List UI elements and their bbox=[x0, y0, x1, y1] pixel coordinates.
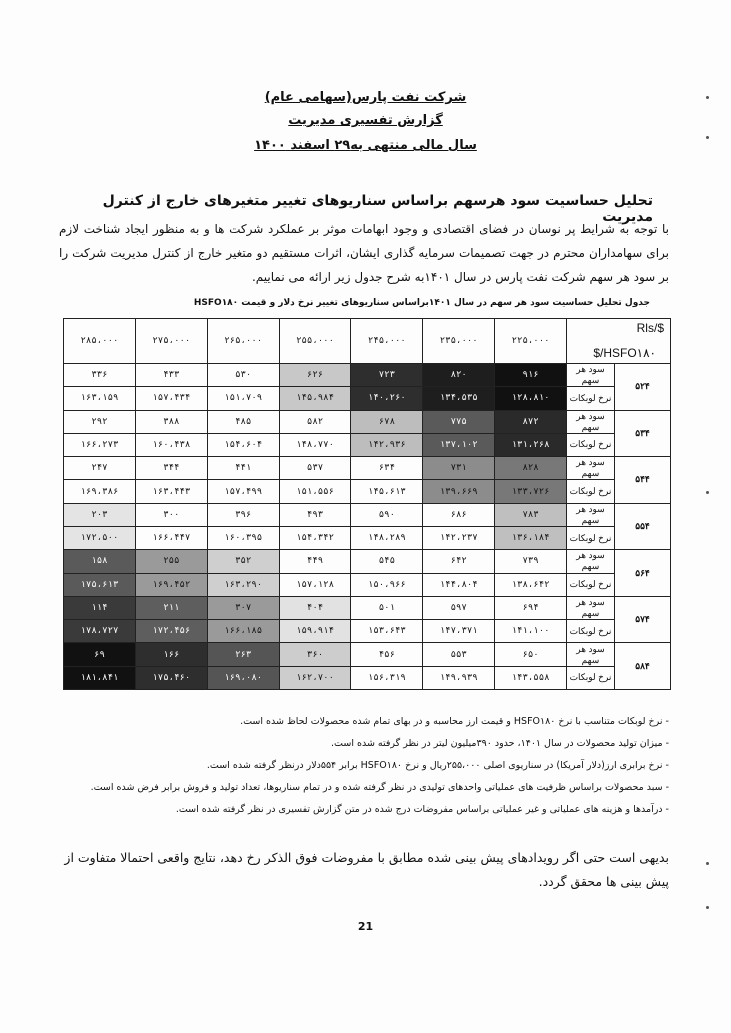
table-row bbox=[64, 550, 671, 573]
eps-value-cell: ۶۷۸ bbox=[351, 410, 423, 433]
lubecut-price-cell: ۱۵۷،۴۹۹ bbox=[207, 480, 279, 503]
lubecut-price-cell: ۱۸۱،۸۴۱ bbox=[64, 666, 136, 689]
eps-value-cell: ۱۵۸ bbox=[64, 550, 136, 573]
note-item: - سبد محصولات براساس ظرفیت های عملیاتی واحدهای تولیدی در نظر گرفته شده و در تمام سناریوها، تعداد تولید و فروش برابر فرض شده است. bbox=[90, 782, 669, 793]
lubecut-price-cell: ۱۴۷،۳۷۱ bbox=[423, 620, 495, 643]
table-row bbox=[64, 526, 671, 549]
column-header: ۲۳۵،۰۰۰ bbox=[423, 319, 495, 364]
scenario-label: ۵۲۴ bbox=[615, 364, 671, 411]
eps-value-cell: ۳۰۷ bbox=[207, 596, 279, 619]
table-row bbox=[64, 666, 671, 689]
eps-value-cell: ۶۴۲ bbox=[423, 550, 495, 573]
lubecut-price-cell: ۱۴۸،۲۸۹ bbox=[351, 526, 423, 549]
lubecut-price-cell: ۱۴۵،۶۱۳ bbox=[351, 480, 423, 503]
scenario-label: ۵۸۴ bbox=[615, 643, 671, 690]
lubecut-price-cell: ۱۶۶،۱۸۵ bbox=[207, 620, 279, 643]
eps-value-cell: ۴۴۹ bbox=[279, 550, 351, 573]
scan-speck bbox=[706, 906, 709, 909]
lubecut-price-cell: ۱۶۰،۴۳۸ bbox=[135, 433, 207, 456]
eps-row-label: سود هر سهم bbox=[567, 410, 615, 433]
lubecut-price-cell: ۱۷۵،۶۱۳ bbox=[64, 573, 136, 596]
lubecut-price-cell: ۱۳۳،۷۲۶ bbox=[495, 480, 567, 503]
lubecut-row-label: نرخ لوبکات bbox=[567, 620, 615, 643]
scenario-label: ۵۷۴ bbox=[615, 596, 671, 643]
lubecut-price-cell: ۱۵۷،۴۳۴ bbox=[135, 387, 207, 410]
table-row bbox=[64, 433, 671, 456]
eps-value-cell: ۳۵۲ bbox=[207, 550, 279, 573]
lubecut-price-cell: ۱۵۱،۷۰۹ bbox=[207, 387, 279, 410]
eps-value-cell: ۷۳۹ bbox=[495, 550, 567, 573]
lubecut-row-label: نرخ لوبکات bbox=[567, 573, 615, 596]
eps-value-cell: ۴۳۳ bbox=[135, 364, 207, 387]
scenario-label: ۵۶۴ bbox=[615, 550, 671, 597]
lubecut-price-cell: ۱۵۴،۶۰۴ bbox=[207, 433, 279, 456]
eps-value-cell: ۴۵۶ bbox=[351, 643, 423, 666]
eps-value-cell: ۱۱۴ bbox=[64, 596, 136, 619]
eps-value-cell: ۴۸۵ bbox=[207, 410, 279, 433]
eps-value-cell: ۴۴۱ bbox=[207, 457, 279, 480]
note-item: - نرخ برابری ارز(دلار آمریکا) در سناریوی اصلی ۲۵۵،۰۰۰ریال و نرخ HSFO۱۸۰ برابر ۵۵۴دلار درنظر گرفته شده است. bbox=[206, 760, 669, 771]
intro-paragraph: با توجه به شرایط پر نوسان در فضای اقتصادی و وجود ابهامات موثر بر عملکرد شرکت ها و به منظور ایجاد شناخت لازم برای سهامداران محترم در جهت تصمیمات سرمایه گذاری ایشان، اثرات مستقیم دو متغیر خارج از کنترل مدیریت شرکت را بر سود هر سهم شرکت نفت پارس در سال ۱۴۰۱به شرح جدول زیر ارائه می نماییم. bbox=[59, 222, 669, 284]
notes-list bbox=[49, 711, 669, 821]
conclusion-paragraph: بدیهی است حتی اگر رویدادهای پیش بینی شده مطابق با مفروضات فوق الذکر رخ دهد، نتایج واقعی احتمالا متفاوت از پیش بینی ها محقق گردد. bbox=[64, 850, 669, 889]
scan-speck bbox=[706, 136, 709, 139]
table-row bbox=[64, 643, 671, 666]
lubecut-row-label: نرخ لوبکات bbox=[567, 387, 615, 410]
eps-value-cell: ۳۰۰ bbox=[135, 503, 207, 526]
eps-row-label: سود هر سهم bbox=[567, 457, 615, 480]
lubecut-price-cell: ۱۴۴،۸۰۴ bbox=[423, 573, 495, 596]
lubecut-price-cell: ۱۵۹،۹۱۴ bbox=[279, 620, 351, 643]
eps-value-cell: ۸۲۰ bbox=[423, 364, 495, 387]
company-name: شرکت نفت پارس(سهامی عام) bbox=[264, 90, 467, 105]
sensitivity-table bbox=[63, 318, 671, 690]
eps-value-cell: ۷۸۳ bbox=[495, 503, 567, 526]
eps-value-cell: ۵۴۵ bbox=[351, 550, 423, 573]
eps-value-cell: ۲۰۳ bbox=[64, 503, 136, 526]
lubecut-row-label: نرخ لوبکات bbox=[567, 526, 615, 549]
lubecut-price-cell: ۱۶۲،۷۰۰ bbox=[279, 666, 351, 689]
eps-value-cell: ۲۵۵ bbox=[135, 550, 207, 573]
table-row bbox=[64, 410, 671, 433]
table-corner-cell bbox=[567, 319, 671, 364]
column-header: ۲۴۵،۰۰۰ bbox=[351, 319, 423, 364]
corner-bottom-label: HSFO۱۸۰/$ bbox=[593, 346, 656, 360]
eps-value-cell: ۸۲۸ bbox=[495, 457, 567, 480]
scan-speck bbox=[706, 96, 709, 99]
lubecut-row-label: نرخ لوبکات bbox=[567, 666, 615, 689]
note-item: - درآمدها و هزینه های عملیاتی و غیر عملیاتی براساس مفروضات درج شده در متن گزارش تفسیری در نظر گرفته شده است. bbox=[175, 804, 669, 815]
page-number: 21 bbox=[357, 920, 374, 933]
lubecut-price-cell: ۱۳۸،۶۴۲ bbox=[495, 573, 567, 596]
eps-value-cell: ۲۱۱ bbox=[135, 596, 207, 619]
lubecut-price-cell: ۱۶۳،۱۵۹ bbox=[64, 387, 136, 410]
eps-value-cell: ۷۷۵ bbox=[423, 410, 495, 433]
lubecut-row-label: نرخ لوبکات bbox=[567, 480, 615, 503]
lubecut-price-cell: ۱۵۰،۹۶۶ bbox=[351, 573, 423, 596]
column-header: ۲۲۵،۰۰۰ bbox=[495, 319, 567, 364]
lubecut-price-cell: ۱۵۳،۶۴۳ bbox=[351, 620, 423, 643]
note-item: - نرخ لوبکات متناسب با نرخ HSFO۱۸۰ و قیمت ارز محاسبه و در بهای تمام شده محصولات لحاظ شده است. bbox=[240, 716, 669, 727]
scenario-label: ۵۵۴ bbox=[615, 503, 671, 550]
lubecut-price-cell: ۱۴۳،۵۵۸ bbox=[495, 666, 567, 689]
eps-value-cell: ۵۵۳ bbox=[423, 643, 495, 666]
eps-value-cell: ۶۹ bbox=[64, 643, 136, 666]
lubecut-price-cell: ۱۷۸،۷۲۷ bbox=[64, 620, 136, 643]
lubecut-price-cell: ۱۵۱،۵۵۶ bbox=[279, 480, 351, 503]
eps-value-cell: ۶۸۶ bbox=[423, 503, 495, 526]
eps-value-cell: ۹۱۶ bbox=[495, 364, 567, 387]
eps-value-cell: ۷۲۳ bbox=[351, 364, 423, 387]
lubecut-price-cell: ۱۵۷،۱۲۸ bbox=[279, 573, 351, 596]
eps-value-cell: ۴۹۳ bbox=[279, 503, 351, 526]
lubecut-price-cell: ۱۶۳،۴۴۳ bbox=[135, 480, 207, 503]
lubecut-price-cell: ۱۴۰،۲۶۰ bbox=[351, 387, 423, 410]
lubecut-price-cell: ۱۲۸،۸۱۰ bbox=[495, 387, 567, 410]
lubecut-price-cell: ۱۶۳،۲۹۰ bbox=[207, 573, 279, 596]
lubecut-price-cell: ۱۶۹،۰۸۰ bbox=[207, 666, 279, 689]
note-item: - میزان تولید محصولات در سال ۱۴۰۱، حدود ۳۹۰میلیون لیتر در نظر گرفته شده است. bbox=[331, 738, 669, 749]
lubecut-price-cell: ۱۳۹،۶۶۹ bbox=[423, 480, 495, 503]
corner-top-label: $/Rls bbox=[636, 321, 664, 335]
lubecut-price-cell: ۱۵۶،۳۱۹ bbox=[351, 666, 423, 689]
eps-value-cell: ۲۹۲ bbox=[64, 410, 136, 433]
lubecut-price-cell: ۱۴۲،۹۳۶ bbox=[351, 433, 423, 456]
eps-value-cell: ۶۹۴ bbox=[495, 596, 567, 619]
eps-row-label: سود هر سهم bbox=[567, 596, 615, 619]
column-header: ۲۸۵،۰۰۰ bbox=[64, 319, 136, 364]
lubecut-price-cell: ۱۳۴،۵۳۵ bbox=[423, 387, 495, 410]
table-body bbox=[64, 364, 671, 690]
lubecut-price-cell: ۱۶۹،۴۵۲ bbox=[135, 573, 207, 596]
eps-value-cell: ۷۳۱ bbox=[423, 457, 495, 480]
table-row bbox=[64, 620, 671, 643]
table-row bbox=[64, 596, 671, 619]
lubecut-row-label: نرخ لوبکات bbox=[567, 433, 615, 456]
eps-value-cell: ۶۲۶ bbox=[279, 364, 351, 387]
lubecut-price-cell: ۱۷۲،۴۵۶ bbox=[135, 620, 207, 643]
lubecut-price-cell: ۱۳۶،۱۸۴ bbox=[495, 526, 567, 549]
lubecut-price-cell: ۱۳۷،۱۰۲ bbox=[423, 433, 495, 456]
eps-value-cell: ۱۶۶ bbox=[135, 643, 207, 666]
report-title: گزارش تفسیری مدیریت bbox=[288, 113, 443, 128]
lubecut-price-cell: ۱۷۲،۵۰۰ bbox=[64, 526, 136, 549]
scan-speck bbox=[706, 862, 709, 865]
table-caption: جدول تحلیل حساسیت سود هر سهم در سال ۱۴۰۱براساس سناریوهای تغییر نرخ دلار و قیمت HSFO۱۸۰ bbox=[193, 298, 650, 308]
eps-value-cell: ۵۹۷ bbox=[423, 596, 495, 619]
eps-value-cell: ۳۴۴ bbox=[135, 457, 207, 480]
table-row bbox=[64, 503, 671, 526]
table-row bbox=[64, 457, 671, 480]
lubecut-price-cell: ۱۶۰،۳۹۵ bbox=[207, 526, 279, 549]
eps-value-cell: ۵۳۰ bbox=[207, 364, 279, 387]
eps-value-cell: ۲۴۷ bbox=[64, 457, 136, 480]
column-header: ۲۷۵،۰۰۰ bbox=[135, 319, 207, 364]
lubecut-price-cell: ۱۶۶،۴۴۷ bbox=[135, 526, 207, 549]
eps-row-label: سود هر سهم bbox=[567, 550, 615, 573]
lubecut-price-cell: ۱۶۶،۲۷۳ bbox=[64, 433, 136, 456]
eps-value-cell: ۳۳۶ bbox=[64, 364, 136, 387]
lubecut-price-cell: ۱۴۵،۹۸۴ bbox=[279, 387, 351, 410]
eps-value-cell: ۶۵۰ bbox=[495, 643, 567, 666]
eps-value-cell: ۸۷۲ bbox=[495, 410, 567, 433]
lubecut-price-cell: ۱۴۹،۹۳۹ bbox=[423, 666, 495, 689]
table-row bbox=[64, 480, 671, 503]
eps-value-cell: ۵۹۰ bbox=[351, 503, 423, 526]
eps-value-cell: ۲۶۳ bbox=[207, 643, 279, 666]
eps-value-cell: ۴۰۴ bbox=[279, 596, 351, 619]
lubecut-price-cell: ۱۴۱،۱۰۰ bbox=[495, 620, 567, 643]
lubecut-price-cell: ۱۵۴،۳۴۲ bbox=[279, 526, 351, 549]
lubecut-price-cell: ۱۴۸،۷۷۰ bbox=[279, 433, 351, 456]
eps-row-label: سود هر سهم bbox=[567, 364, 615, 387]
scenario-label: ۵۳۴ bbox=[615, 410, 671, 457]
lubecut-price-cell: ۱۳۱،۲۶۸ bbox=[495, 433, 567, 456]
column-header: ۲۶۵،۰۰۰ bbox=[207, 319, 279, 364]
eps-value-cell: ۳۸۸ bbox=[135, 410, 207, 433]
table-row bbox=[64, 573, 671, 596]
lubecut-price-cell: ۱۶۹،۳۸۶ bbox=[64, 480, 136, 503]
scan-speck bbox=[706, 491, 709, 494]
eps-row-label: سود هر سهم bbox=[567, 643, 615, 666]
fiscal-year: سال مالی منتهی به۲۹ اسفند ۱۴۰۰ bbox=[254, 138, 477, 153]
scenario-label: ۵۴۴ bbox=[615, 457, 671, 504]
table-header-row bbox=[64, 319, 671, 364]
table-row bbox=[64, 364, 671, 387]
column-header: ۲۵۵،۰۰۰ bbox=[279, 319, 351, 364]
eps-value-cell: ۵۳۷ bbox=[279, 457, 351, 480]
eps-value-cell: ۶۳۴ bbox=[351, 457, 423, 480]
section-title: تحلیل حساسیت سود هرسهم براساس سناریوهای تغییر متغیرهای خارج از کنترل مدیریت bbox=[102, 193, 653, 225]
lubecut-price-cell: ۱۴۲،۲۳۷ bbox=[423, 526, 495, 549]
table-row bbox=[64, 387, 671, 410]
eps-row-label: سود هر سهم bbox=[567, 503, 615, 526]
lubecut-price-cell: ۱۷۵،۴۶۰ bbox=[135, 666, 207, 689]
eps-value-cell: ۳۹۶ bbox=[207, 503, 279, 526]
eps-value-cell: ۵۰۱ bbox=[351, 596, 423, 619]
eps-value-cell: ۳۶۰ bbox=[279, 643, 351, 666]
eps-value-cell: ۵۸۲ bbox=[279, 410, 351, 433]
